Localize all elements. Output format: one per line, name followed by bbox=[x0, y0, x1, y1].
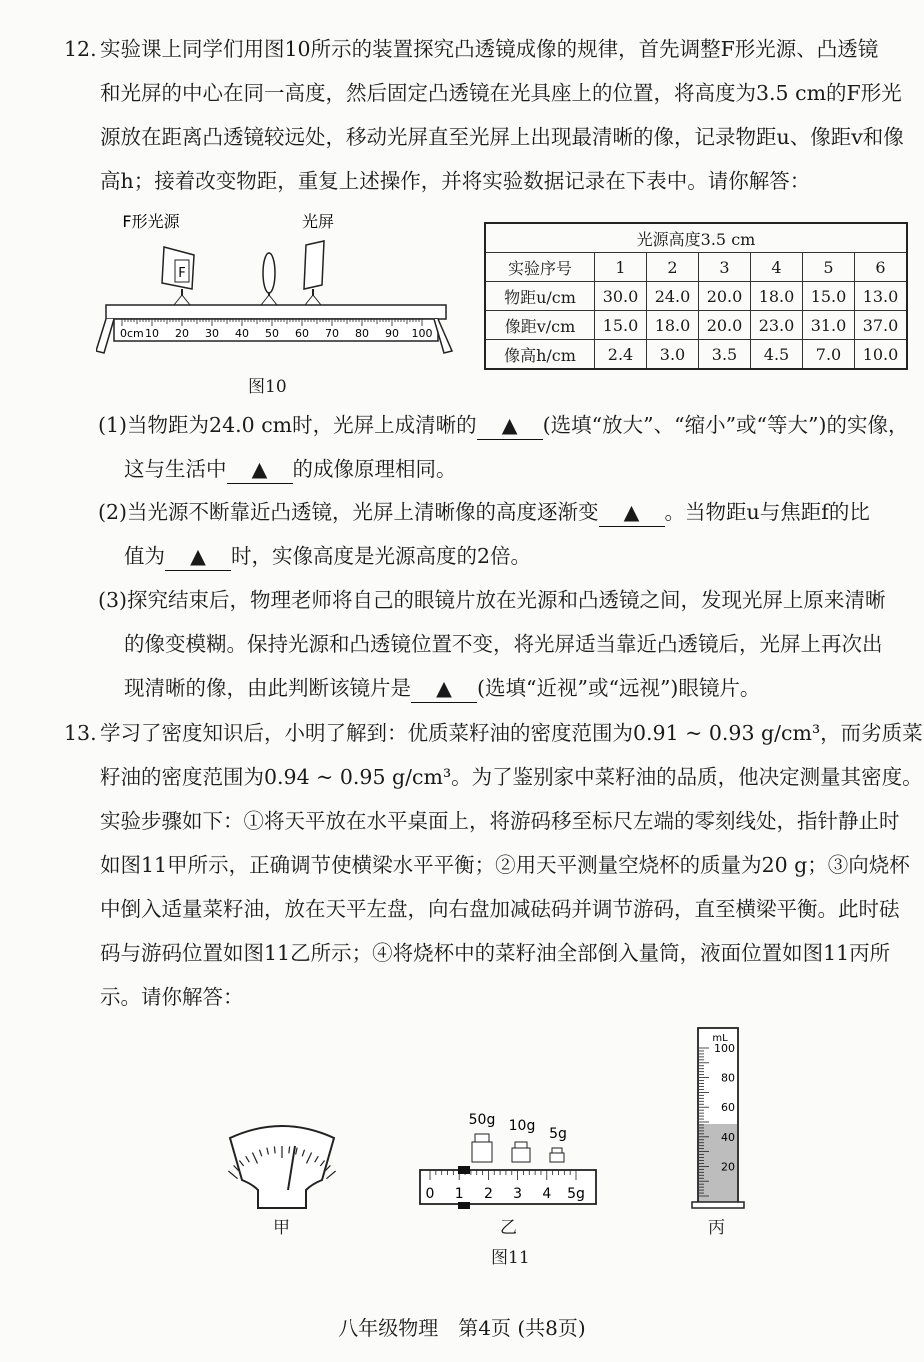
cylinder-scale-label: 20 bbox=[721, 1160, 735, 1174]
cylinder-scale-label: 80 bbox=[721, 1071, 735, 1085]
q12-sub2-text-b: 。当物距u与焦距f的比 bbox=[664, 500, 870, 524]
q12-text-line-1: 实验课上同学们用图10所示的装置探究凸透镜成像的规律，首先调整F形光源、凸透镜 bbox=[100, 37, 879, 61]
q12-sub2-text-c: 值为 bbox=[124, 544, 165, 568]
rider-scale-label: 0 bbox=[425, 1186, 435, 1202]
table-trial: 6 bbox=[855, 253, 908, 282]
q13-text-line-7: 示。请你解答： bbox=[100, 985, 244, 1009]
bench-scale-label: 90 bbox=[385, 327, 399, 340]
blank-marker: ▲ bbox=[436, 676, 452, 700]
question-12-number: 12. bbox=[64, 37, 97, 61]
row-label-image-height: 像高h/cm bbox=[485, 340, 595, 370]
bench-scale-label: 10 bbox=[145, 327, 159, 340]
answer-blank-5[interactable] bbox=[411, 674, 477, 703]
table-row bbox=[485, 311, 907, 340]
bench-scale-label: 70 bbox=[325, 327, 339, 340]
blank-marker: ▲ bbox=[251, 457, 268, 481]
cylinder-scale-label: 40 bbox=[721, 1130, 735, 1144]
table-cell: 13.0 bbox=[855, 282, 908, 311]
table-trial: 2 bbox=[647, 253, 699, 282]
table-cell: 7.0 bbox=[803, 340, 855, 370]
table-header-label: 实验序号 bbox=[485, 253, 595, 282]
q12-sub3-text-d: (选填“近视”或“远视”)眼镜片。 bbox=[477, 676, 761, 700]
table-cell: 20.0 bbox=[699, 282, 751, 311]
table-cell: 10.0 bbox=[855, 340, 908, 370]
cylinder-scale-label: 100 bbox=[714, 1042, 735, 1055]
q12-sub1-line-2 bbox=[124, 455, 457, 484]
figure-11-jia-pointer-dial bbox=[222, 1120, 342, 1212]
figure-11-yi-weights-and-rider bbox=[414, 1112, 604, 1212]
label-light-screen: 光屏 bbox=[301, 212, 335, 231]
figure-11-bing-graduated-cylinder bbox=[690, 1024, 750, 1210]
dial-tick bbox=[228, 1171, 237, 1179]
q13-text-line-2: 籽油的密度范围为0.94 ~ 0.95 g/cm³。为了鉴别家中菜籽油的品质，他决定测量其密度。 bbox=[100, 765, 923, 789]
dial-tick bbox=[289, 1146, 290, 1153]
table-cell: 18.0 bbox=[751, 282, 803, 311]
bench-scale-label: 60 bbox=[295, 327, 309, 340]
table-cell: 18.0 bbox=[647, 311, 699, 340]
q12-sub1-text-a: (1)当物距为24.0 cm时，光屏上成清晰的 bbox=[98, 413, 477, 437]
answer-blank-2[interactable] bbox=[227, 455, 293, 484]
q13-text-line-1: 学习了密度知识后，小明了解到：优质菜籽油的密度范围为0.91 ~ 0.93 g/cm³，而劣质菜 bbox=[100, 721, 923, 745]
rider-scale-label: 3 bbox=[513, 1186, 523, 1202]
answer-blank-1[interactable] bbox=[477, 411, 543, 440]
rider-scale-label: 2 bbox=[483, 1186, 493, 1202]
blank-marker: ▲ bbox=[623, 500, 640, 524]
bench-scale-label: 50 bbox=[265, 327, 279, 340]
bench-scale-label: 100 bbox=[411, 327, 433, 340]
table-cell: 3.0 bbox=[647, 340, 699, 370]
q12-sub3-line-2: 的像变模糊。保持光源和凸透镜位置不变，将光屏适当靠近凸透镜后，光屏上再次出 bbox=[124, 632, 883, 656]
table-cell: 2.4 bbox=[595, 340, 647, 370]
page-footer: 八年级物理 第4页 (共8页) bbox=[338, 1316, 586, 1340]
table-row bbox=[485, 340, 907, 370]
data-table bbox=[484, 222, 908, 370]
q12-sub2-line-1 bbox=[98, 498, 870, 527]
table-trial: 5 bbox=[803, 253, 855, 282]
weight-label-50g: 50g bbox=[468, 1112, 496, 1128]
rider-scale-label: 4 bbox=[542, 1186, 552, 1202]
f-letter: F bbox=[178, 266, 186, 281]
table-cell: 3.5 bbox=[699, 340, 751, 370]
table-cell: 37.0 bbox=[855, 311, 908, 340]
q12-sub1-text-d: 的成像原理相同。 bbox=[292, 457, 457, 481]
table-trial: 3 bbox=[699, 253, 751, 282]
table-cell: 24.0 bbox=[647, 282, 699, 311]
q12-sub3-line-1: (3)探究结束后，物理老师将自己的眼镜片放在光源和凸透镜之间，发现光屏上原来清晰 bbox=[98, 588, 886, 612]
figure-10-caption: 图10 bbox=[248, 377, 287, 397]
label-f-light-source: F形光源 bbox=[122, 212, 180, 231]
q13-text-line-4: 如图11甲所示，正确调节使横梁水平平衡；②用天平测量空烧杯的质量为20 g；③向烧杯 bbox=[100, 853, 910, 877]
bench-scale-label: 40 bbox=[235, 327, 249, 340]
q12-text-line-3: 源放在距离凸透镜较远处，移动光屏直至光屏上出现最清晰的像，记录物距u、像距v和像 bbox=[100, 125, 904, 149]
q12-sub3-line-3 bbox=[124, 674, 760, 703]
table-trial: 1 bbox=[595, 253, 647, 282]
q13-text-line-6: 码与游码位置如图11乙所示；④将烧杯中的菜籽油全部倒入量筒，液面位置如图11丙所 bbox=[100, 941, 891, 965]
table-cell: 20.0 bbox=[699, 311, 751, 340]
bench-scale-label: 80 bbox=[355, 327, 369, 340]
q12-sub1-text-c: 这与生活中 bbox=[124, 457, 227, 481]
table-cell: 30.0 bbox=[595, 282, 647, 311]
bench-scale-label: 20 bbox=[175, 327, 189, 340]
table-cell: 15.0 bbox=[803, 282, 855, 311]
row-label-image-distance: 像距v/cm bbox=[485, 311, 595, 340]
bench-scale-label: 0cm bbox=[120, 327, 144, 340]
table-cell: 15.0 bbox=[595, 311, 647, 340]
cylinder-unit-label: mL bbox=[712, 1033, 728, 1044]
figure-11-bing-label: 丙 bbox=[708, 1218, 725, 1238]
q12-sub2-text-d: 时，实像高度是光源高度的2倍。 bbox=[231, 544, 532, 568]
table-cell: 4.5 bbox=[751, 340, 803, 370]
question-13-number: 13. bbox=[64, 721, 97, 745]
weight-label-10g: 10g bbox=[508, 1118, 536, 1134]
q13-text-line-5: 中倒入适量菜籽油，放在天平左盘，向右盘加减砝码并调节游码，直至横梁平衡。此时砝 bbox=[100, 897, 900, 921]
figure-10-optical-bench bbox=[96, 205, 456, 355]
answer-blank-3[interactable] bbox=[599, 498, 665, 527]
q12-sub2-line-2 bbox=[124, 542, 531, 571]
dial-tick bbox=[274, 1146, 275, 1153]
weight-label-5g: 5g bbox=[549, 1126, 567, 1142]
figure-11-yi-label: 乙 bbox=[500, 1218, 517, 1238]
figure-11-caption: 图11 bbox=[491, 1248, 530, 1268]
row-label-object-distance: 物距u/cm bbox=[485, 282, 595, 311]
blank-marker: ▲ bbox=[501, 413, 518, 437]
rider-scale-label: 1 bbox=[454, 1186, 464, 1202]
q12-sub3-text-c: 现清晰的像，由此判断该镜片是 bbox=[124, 676, 411, 700]
dial-tick bbox=[326, 1171, 335, 1179]
answer-blank-4[interactable] bbox=[165, 542, 231, 571]
table-row bbox=[485, 282, 907, 311]
table-trial: 4 bbox=[751, 253, 803, 282]
table-title: 光源高度3.5 cm bbox=[485, 223, 907, 253]
q12-sub2-text-a: (2)当光源不断靠近凸透镜，光屏上清晰像的高度逐渐变 bbox=[98, 500, 599, 524]
q13-text-line-3: 实验步骤如下：①将天平放在水平桌面上，将游码移至标尺左端的零刻线处，指针静止时 bbox=[100, 809, 900, 833]
q12-sub1-text-b: (选填“放大”、“缩小”或“等大”)的实像， bbox=[542, 413, 909, 437]
table-cell: 31.0 bbox=[803, 311, 855, 340]
q12-text-line-4: 高h；接着改变物距，重复上述操作，并将实验数据记录在下表中。请你解答： bbox=[100, 169, 811, 193]
bench-scale-label: 30 bbox=[205, 327, 219, 340]
table-cell: 23.0 bbox=[751, 311, 803, 340]
figure-11-jia-label: 甲 bbox=[273, 1218, 290, 1238]
blank-marker: ▲ bbox=[190, 544, 206, 568]
cylinder-scale-label: 60 bbox=[721, 1101, 735, 1115]
q12-sub1-line-1 bbox=[98, 411, 909, 440]
q12-text-line-2: 和光屏的中心在同一高度，然后固定凸透镜在光具座上的位置，将高度为3.5 cm的F形光 bbox=[100, 81, 902, 105]
rider-scale-label: 5g bbox=[567, 1186, 585, 1202]
